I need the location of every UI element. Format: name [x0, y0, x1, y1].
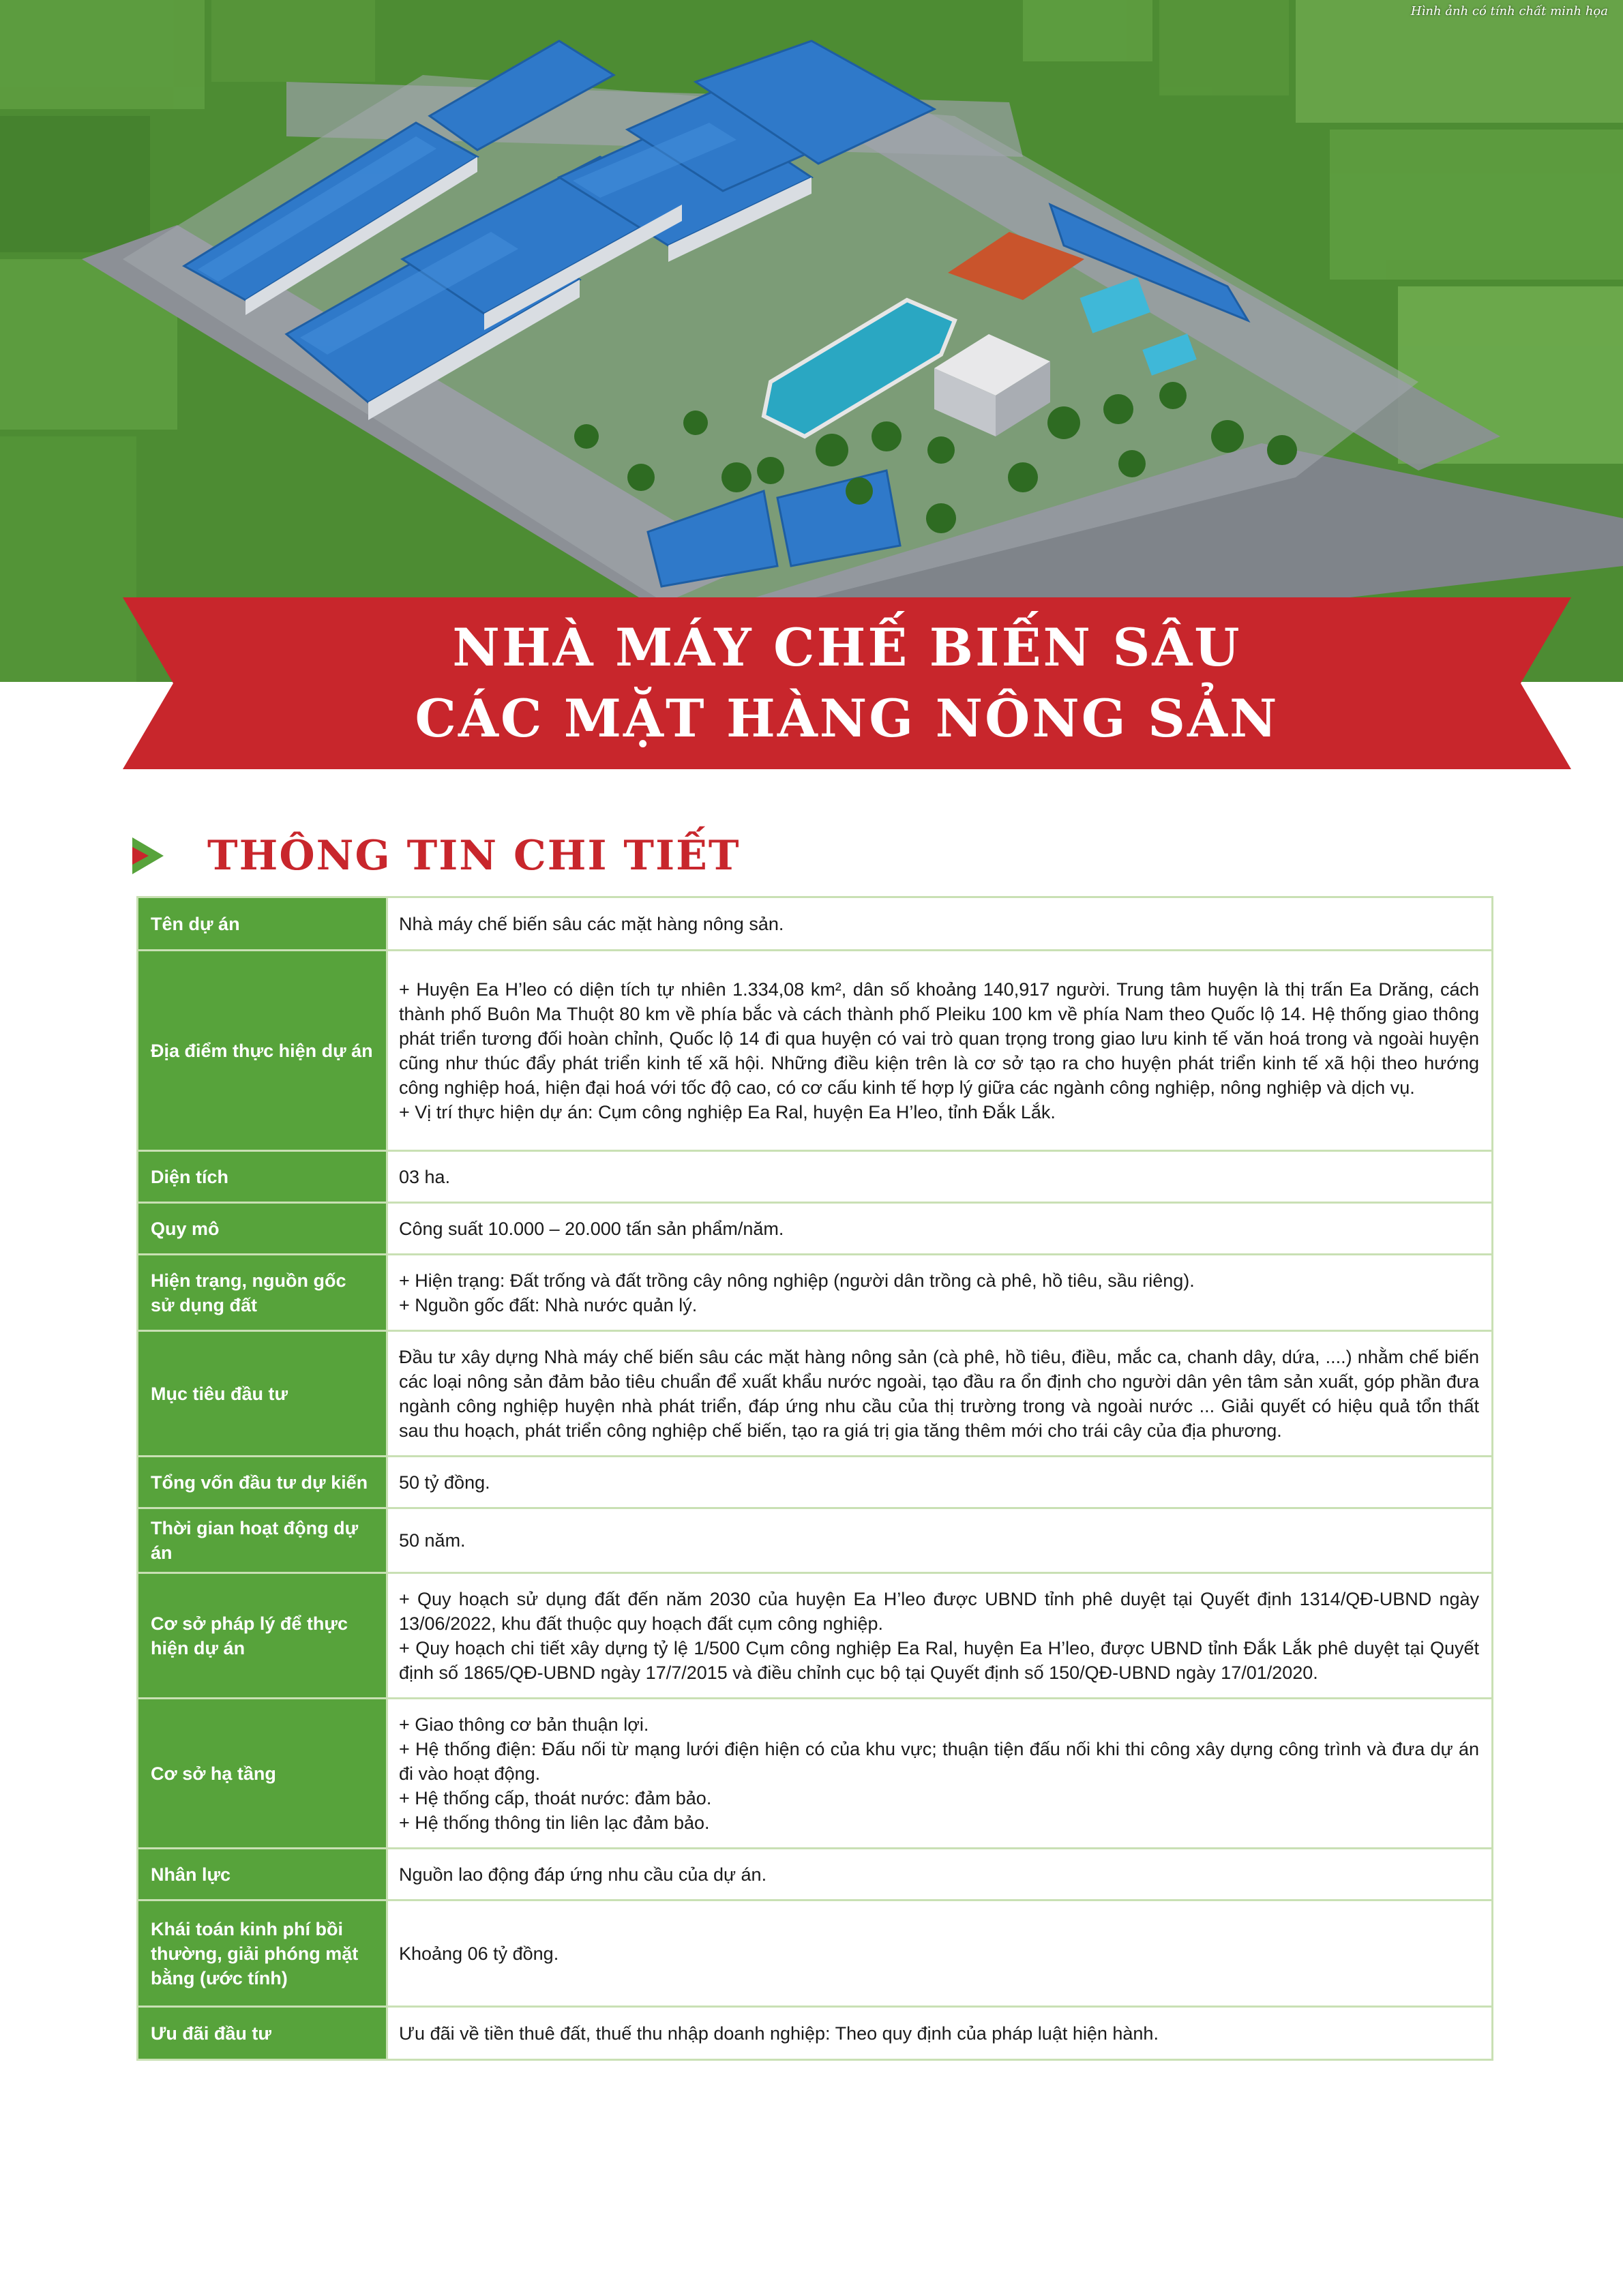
value-line: 50 tỷ đồng. — [399, 1472, 490, 1493]
row-label: Tổng vốn đầu tư dự kiến — [138, 1457, 387, 1508]
value-line: + Huyện Ea H’leo có diện tích tự nhiên 1.334,08 km², dân số khoảng 140,917 người. Trung tâm huyện là thị trấn Ea Drăng, cách thành phố Buôn Ma Thuột 80 km về phía bắc và cách thành phố Pleiku 100 km về phía Nam theo Quốc lộ 14. Hệ thống giao thông phát triển tương đối hoàn chỉnh, Quốc lộ 14 đi qua huyện có vai trò quan trọng trong giao lưu kinh tế văn hoá trong và ngoài huyện cũng như thúc đẩy phát triển kinh tế xã hội. Những điều kiện trên là cơ sở tạo ra cho huyện phát triển kinh tế xã hội theo hướng công nghiệp hoá, hiện đại hoá với tốc độ cao, có cơ cấu kinh tế hợp lý giữa các ngành công nghiệp, nông nghiệp và dịch vụ. — [399, 979, 1479, 1098]
table-row — [138, 2007, 1493, 2060]
row-value — [387, 951, 1493, 1151]
row-value — [387, 1849, 1493, 1900]
row-value — [387, 1255, 1493, 1331]
row-label: Mục tiêu đầu tư — [138, 1331, 387, 1457]
play-arrow-icon — [132, 837, 164, 874]
value-line: + Giao thông cơ bản thuận lợi. — [399, 1714, 649, 1735]
table-row — [138, 1900, 1493, 2007]
row-value — [387, 1699, 1493, 1849]
table-row — [138, 897, 1493, 951]
title-ribbon — [123, 597, 1571, 769]
row-value — [387, 1573, 1493, 1699]
table-row — [138, 1699, 1493, 1849]
section-heading — [132, 825, 741, 886]
table-row — [138, 1573, 1493, 1699]
table-row — [138, 1849, 1493, 1900]
section-title: THÔNG TIN CHI TIẾT — [207, 832, 741, 880]
factory-aerial-render — [0, 0, 1623, 682]
row-value — [387, 2007, 1493, 2060]
row-label: Khái toán kinh phí bồi thường, giải phóng mặt bằng (ước tính) — [138, 1900, 387, 2007]
value-line: 50 năm. — [399, 1530, 466, 1551]
value-line: Nhà máy chế biến sâu các mặt hàng nông sản. — [399, 913, 784, 934]
value-line: + Quy hoạch sử dụng đất đến năm 2030 của huyện Ea H’leo được UBND tỉnh phê duyệt tại Quyết định 1314/QĐ-UBND ngày 13/06/2022, khu đất thuộc quy hoạch đất cụm công nghiệp. — [399, 1588, 1479, 1634]
page-title — [123, 597, 1571, 769]
table-row — [138, 1508, 1493, 1573]
row-value — [387, 1331, 1493, 1457]
row-label: Cơ sở hạ tầng — [138, 1699, 387, 1849]
hero-aerial-illustration — [0, 0, 1623, 682]
row-value — [387, 897, 1493, 951]
row-label: Tên dự án — [138, 897, 387, 951]
value-line: Nguồn lao động đáp ứng nhu cầu của dự án. — [399, 1864, 767, 1885]
row-label: Địa điểm thực hiện dự án — [138, 951, 387, 1151]
value-line: + Hệ thống điện: Đấu nối từ mạng lưới điện hiện có của khu vực; thuận tiện đấu nối khi thi công xây dựng công trình và đưa dự án đi vào hoạt động. — [399, 1738, 1479, 1784]
value-line: + Nguồn gốc đất: Nhà nước quản lý. — [399, 1294, 698, 1315]
row-value — [387, 1457, 1493, 1508]
row-label: Ưu đãi đầu tư — [138, 2007, 387, 2060]
value-line: Khoảng 06 tỷ đồng. — [399, 1943, 559, 1964]
value-line: Đầu tư xây dựng Nhà máy chế biến sâu các mặt hàng nông sản (cà phê, hồ tiêu, điều, mắc ca, chanh dây, dứa, ....) nhằm chế biến các loại nông sản đảm bảo tiêu chuẩn để xuất khẩu nước ngoài, tạo đầu ra ổn định cho người dân yên tâm sản xuất, góp phần đưa ngành công nghiệp huyện nhà phát triển, đáp ứng nhu cầu của thị trường trong và ngoài nước ... Giải quyết có hiệu quả tổn thất sau thu hoạch, phát triển công nghiệp chế biến, tạo ra giá trị gia tăng thêm mới cho trái cây của địa phương. — [399, 1346, 1479, 1441]
value-line: + Hệ thống cấp, thoát nước: đảm bảo. — [399, 1787, 712, 1808]
table-row — [138, 951, 1493, 1151]
row-value — [387, 1151, 1493, 1203]
value-line: + Quy hoạch chi tiết xây dựng tỷ lệ 1/500 Cụm công nghiệp Ea Ral, huyện Ea H’leo, được UBND tỉnh Đắk Lắk phê duyệt tại Quyết định số 1865/QĐ-UBND ngày 17/7/2015 và điều chỉnh cục bộ tại Quyết định số 150/QĐ-UBND ngày 17/01/2020. — [399, 1637, 1479, 1683]
project-details-table — [136, 896, 1493, 2061]
value-line: 03 ha. — [399, 1166, 451, 1187]
row-label: Cơ sở pháp lý để thực hiện dự án — [138, 1573, 387, 1699]
illustration-caption: Hình ảnh có tính chất minh họa — [1410, 4, 1608, 18]
row-value — [387, 1203, 1493, 1255]
table-row — [138, 1457, 1493, 1508]
row-label: Nhân lực — [138, 1849, 387, 1900]
table-row — [138, 1151, 1493, 1203]
value-line: + Hệ thống thông tin liên lạc đảm bảo. — [399, 1812, 710, 1833]
table-row — [138, 1255, 1493, 1331]
table-row — [138, 1203, 1493, 1255]
row-label: Quy mô — [138, 1203, 387, 1255]
row-label: Hiện trạng, nguồn gốc sử dụng đất — [138, 1255, 387, 1331]
value-line: Ưu đãi về tiền thuê đất, thuế thu nhập doanh nghiệp: Theo quy định của pháp luật hiện hành. — [399, 2023, 1159, 2044]
page-title-line-1: NHÀ MÁY CHẾ BIẾN SÂU — [452, 617, 1242, 678]
row-label: Thời gian hoạt động dự án — [138, 1508, 387, 1573]
row-value — [387, 1900, 1493, 2007]
row-value — [387, 1508, 1493, 1573]
page-title-line-2: CÁC MẶT HÀNG NÔNG SẢN — [415, 688, 1279, 749]
value-line: + Vị trí thực hiện dự án: Cụm công nghiệp Ea Ral, huyện Ea H’leo, tỉnh Đắk Lắk. — [399, 1101, 1056, 1122]
value-line: Công suất 10.000 – 20.000 tấn sản phẩm/năm. — [399, 1218, 784, 1239]
table-row — [138, 1331, 1493, 1457]
row-label: Diện tích — [138, 1151, 387, 1203]
value-line: + Hiện trạng: Đất trống và đất trồng cây nông nghiệp (người dân trồng cà phê, hồ tiêu, sầu riêng). — [399, 1270, 1195, 1291]
